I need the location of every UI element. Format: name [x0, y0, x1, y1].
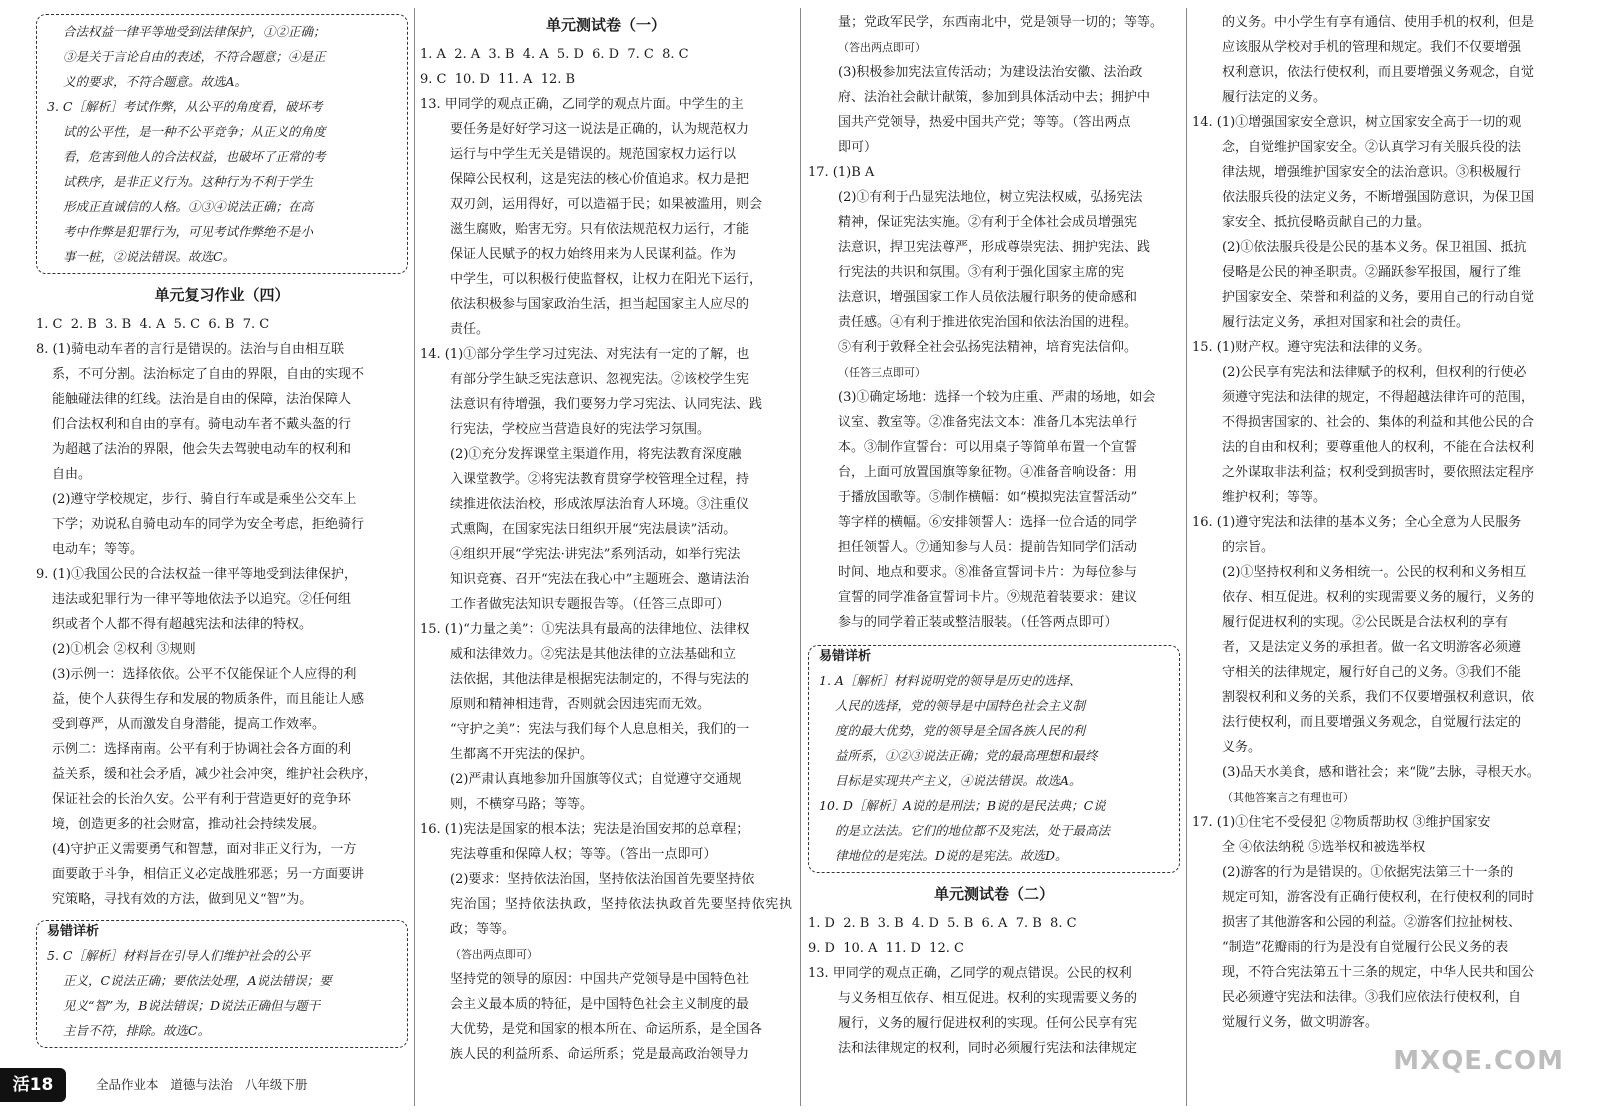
answer-line: 时间、地点和要求。⑧准备宣誓词卡片：为每位参与: [838, 565, 1138, 580]
choice-answers: 1. D 2. B 3. B 4. D 5. B 6. A 7. B 8. C: [808, 916, 1077, 931]
analysis-line: 合法权益一律平等地受到法律保护，①②正确；: [63, 24, 326, 39]
answer-line: (2)①坚持权利和义务相统一。公民的权利和义务相互: [1222, 565, 1527, 580]
answer-line: 保障公民权利，这是宪法的核心价值追求。权力是把: [450, 172, 750, 187]
answer-line: 与义务相互依存、相互促进。权利的实现需要义务的: [838, 991, 1138, 1006]
answer-line: 织或者个人都不得有超越宪法和法律的特权。: [52, 617, 313, 632]
answer-line: 们合法权利和自由的享有。骑电动车者不戴头盔的行: [52, 417, 352, 432]
answer-note: （任答三点即可）: [838, 366, 926, 379]
answer-line: 8. (1)骑电动车者的言行是错误的。法治与自由相互联: [36, 342, 344, 357]
analysis-line: 1. A［解析］材料说明党的领导是历史的选择、: [819, 673, 1082, 688]
analysis-line: 见义“智”为，B说法错误；D说法正确但与题干: [63, 998, 320, 1013]
answer-line: 护国家安全、荣誉和利益的义务，要用自己的行动自觉: [1222, 290, 1535, 305]
answer-line: ④组织开展“学宪法·讲宪法”系列活动，如举行宪法: [450, 547, 741, 562]
answer-line: 依法服兵役的法定义务，不断增强国防意识，为保卫国: [1222, 190, 1535, 205]
answer-line: 侵略是公民的神圣职责。②踊跃参军报国，履行了维: [1222, 265, 1522, 280]
answer-line: 之外谋取非法利益；权利受到损害时，要依照法定程序: [1222, 465, 1535, 480]
answer-line: 原则和精神相违背，否则就会因违宪而无效。: [450, 697, 711, 712]
answer-line: 履行，义务的履行促进权利的实现。任何公民享有宪: [838, 1016, 1138, 1031]
answer-line: 者，又是法定义务的承担者。做一名文明游客必须遵: [1222, 640, 1522, 655]
answer-line: 依法积极参与国家政治生活，担当起国家主人应尽的: [450, 297, 750, 312]
answer-line: 法和法律规定的权利，同时必须履行宪法和法律规定: [838, 1041, 1138, 1056]
answer-line: 家安全、抵抗侵略贡献自己的力量。: [1222, 215, 1431, 230]
answer-line: 的义务。中小学生有享有通信、使用手机的权利，但是: [1222, 15, 1535, 30]
choice-answers: 1. C 2. B 3. B 4. A 5. C 6. B 7. C: [36, 317, 270, 332]
analysis-line: 目标是实现共产主义，④说法错误。故选A。: [835, 773, 1082, 788]
answer-line: 责任感。④有利于推进依宪治国和依法治国的进程。: [838, 315, 1138, 330]
answer-line: 民必须遵守宪法和法律。③我们应依法行使权利，自: [1222, 990, 1522, 1005]
column-divider: [1186, 8, 1187, 1106]
answer-line: 量；党政军民学，东西南北中，党是领导一切的；等等。: [838, 15, 1164, 30]
answer-line: 等字样的横幅。⑥安排领誓人：选择一位合适的同学: [838, 515, 1138, 530]
analysis-line: 考中作弊是犯罪行为，可见考试作弊绝不是小: [63, 224, 314, 239]
answer-line: 守相关的法律规定，履行好自己的义务。③我们不能: [1222, 665, 1522, 680]
answer-line: 法的自由和权利；要尊重他人的权利，不能在合法权利: [1222, 440, 1535, 455]
answer-line: 知识竞赛、召开“宪法在我心中”主题班会、邀请法治: [450, 572, 750, 587]
answer-line: (2)①有利于凸显宪法地位，树立宪法权威，弘扬宪法: [838, 190, 1143, 205]
answer-note: （答出两点即可）: [450, 948, 538, 961]
analysis-box-title: 易错详析: [47, 924, 100, 939]
answer-line: 受到尊严，从而激发自身潜能，提高工作效率。: [52, 717, 326, 732]
answer-line: 9. (1)①我国公民的合法权益一律平等地受到法律保护，: [36, 567, 357, 582]
analysis-box: [808, 645, 1180, 873]
answer-line: 法意识，增强国家工作人员依法履行职务的使命感和: [838, 290, 1138, 305]
answer-note: （其他答案言之有理也可）: [1222, 791, 1354, 804]
answer-line: (3)①确定场地：选择一个较为庄重、严肃的场地，如会: [838, 390, 1156, 405]
choice-answers: 9. D 10. A 11. D 12. C: [808, 941, 964, 956]
answer-line: (3)积极参加宪法宣传活动；为建设法治安徽、法治政: [838, 65, 1143, 80]
answer-line: 履行法定义务，承担对国家和社会的责任。: [1222, 315, 1470, 330]
answer-line: 权利意识，依法行使权利，而且要增强义务观念，自觉: [1222, 65, 1535, 80]
answer-line: 担任领誓人。⑦通知参与人员：提前告知同学们活动: [838, 540, 1138, 555]
answer-line: 现，不符合宪法第五十三条的规定，中华人民共和国公: [1222, 965, 1535, 980]
answer-line: 式熏陶，在国家宪法日组织开展“宪法晨读”活动。: [450, 522, 737, 537]
analysis-line: 试的公平性，是一种不公平竞争；从正义的角度: [63, 124, 326, 139]
answer-line: 履行促进权利的实现。②公民既是合法权利的享有: [1222, 615, 1509, 630]
answer-line: 全 ④依法纳税 ⑤选举权和被选举权: [1222, 840, 1426, 855]
answer-line: 台，上面可放置国旗等象征物。④准备音响设备：用: [838, 465, 1138, 480]
answer-line: 示例二：选择南南。公平有利于协调社会各方面的利: [52, 742, 352, 757]
answer-line: (2)游客的行为是错误的。①依据宪法第三十一条的: [1222, 865, 1514, 880]
analysis-line: 益所系，①②③说法正确；党的最高理想和最终: [835, 748, 1098, 763]
analysis-line: 事一桩，②说法错误。故选C。: [63, 249, 236, 264]
answer-line: 应该服从学校对手机的管理和规定。我们不仅要增强: [1222, 40, 1522, 55]
answer-line: 威和法律效力。②宪法是其他法律的立法基础和立: [450, 647, 737, 662]
answer-line: 损害了其他游客和公园的利益。②游客们拉扯树枝、: [1222, 915, 1522, 930]
answer-line: (2)要求：坚持依法治国，坚持依法治国首先要坚持依: [450, 872, 755, 887]
answer-line: 法意识，捍卫宪法尊严，形成尊崇宪法、拥护宪法、践: [838, 240, 1151, 255]
analysis-line: 的是立法法。它们的地位都不及宪法，处于最高法: [835, 823, 1111, 838]
answer-line: 17. (1)B A: [808, 165, 875, 180]
answer-line: 16. (1)宪法是国家的根本法；宪法是治国安邦的总章程；: [420, 822, 750, 837]
answer-line: (2)①机会 ②权利 ③规则: [52, 642, 196, 657]
answer-line: 15. (1)“力量之美”：①宪法具有最高的法律地位、法律权: [420, 622, 750, 637]
answer-line: 保证人民赋予的权力始终用来为人民谋利益。作为: [450, 247, 737, 262]
analysis-line: ③是关于言论自由的表述，不符合题意；④是正: [63, 49, 326, 64]
choice-answers: 1. A 2. A 3. B 4. A 5. D 6. D 7. C 8. C: [420, 47, 689, 62]
answer-line: 益关系，缓和社会矛盾，减少社会冲突，维护社会秩序，: [52, 767, 378, 782]
answer-line: 割裂权利和义务的关系，我们不仅要增强权利意识，依: [1222, 690, 1535, 705]
column-4: [1192, 10, 1564, 1100]
answer-line: 则，不横穿马路；等等。: [450, 797, 594, 812]
analysis-box: [36, 920, 408, 1048]
answer-line: 境，创造更多的社会财富，推动社会持续发展。: [52, 817, 326, 832]
analysis-box-title: 易错详析: [819, 649, 872, 664]
answer-line: 本。③制作宣誓台：可以用桌子等简单布置一个宣誓: [838, 440, 1138, 455]
answer-line: 要任务是好好学习这一说法是正确的，认为规范权力: [450, 122, 750, 137]
answer-line: 宪法尊重和保障人权；等等。（答出一点即可）: [450, 847, 717, 862]
answer-line: 违法或犯罪行为一律平等地依法予以追究。②任何组: [52, 592, 352, 607]
answer-line: 于播放国歌等。⑤制作横幅：如“模拟宪法宣誓活动”: [838, 490, 1138, 505]
answer-line: 须遵守宪法和法律的规定，不得超越法律许可的范围，: [1222, 390, 1535, 405]
analysis-line: 义的要求，不符合题意。故选A。: [63, 74, 248, 89]
answer-line: 电动车；等等。: [52, 542, 144, 557]
answer-line: 双刃剑，运用得好，可以造福于民；如果被滥用，则会: [450, 197, 763, 212]
answer-line: 下学；劝说私自骑电动车的同学为安全考虑，拒绝骑行: [52, 517, 365, 532]
answer-line: 依存、相互促进。权利的实现需要义务的履行，义务的: [1222, 590, 1535, 605]
answer-line: 究策略，寻找有效的方法，做到见义“智”为。: [52, 892, 313, 907]
answer-line: 益，使个人获得生存和发展的物质条件，而且能让人感: [52, 692, 365, 707]
answer-line: 大优势，是党和国家的根本所在、命运所系，是全国各: [450, 1022, 763, 1037]
answer-line: 行宪法的共识和氛围。③有利于强化国家主席的宪: [838, 265, 1125, 280]
answer-line: 13. 甲同学的观点正确，乙同学的观点错误。公民的权利: [808, 966, 1132, 981]
answer-line: 为超越了法治的界限，他会失去驾驶电动车的权利和: [52, 442, 352, 457]
answer-line: 维护权利；等等。: [1222, 490, 1327, 505]
answer-line: (2)公民享有宪法和法律赋予的权利，但权利的行使必: [1222, 365, 1527, 380]
answer-line: “守护之美”：宪法与我们每个人息息相关，我们的一: [450, 722, 750, 737]
column-3: [808, 10, 1180, 1100]
answer-line: 入课堂教学。②将宪法教育贯穿学校管理全过程，持: [450, 472, 750, 487]
analysis-line: 试秩序，是非正义行为。这种行为不利于学生: [63, 174, 314, 189]
answer-line: 责任。: [450, 322, 490, 337]
answer-line: 宪治国；坚持依法执政，坚持依法执政首先要坚持依宪执政；等等。: [450, 897, 792, 937]
page-footer: [0, 1068, 420, 1102]
answer-line: 有部分学生缺乏宪法意识、忽视宪法。②该校学生宪: [450, 372, 750, 387]
answer-line: (2)①依法服兵役是公民的基本义务。保卫祖国、抵抗: [1222, 240, 1527, 255]
analysis-line: 形成正直诚信的人格。①③④说法正确；在高: [63, 199, 314, 214]
column-divider: [414, 8, 415, 1106]
answer-line: 运行与中学生无关是错误的。规范国家权力运行以: [450, 147, 737, 162]
answer-line: (2)①充分发挥课堂主渠道作用，将宪法教育深度融: [450, 447, 742, 462]
answer-line: (3)品天水美食，感和谐社会；来“陇”去脉，寻根天水。: [1222, 765, 1540, 780]
answer-line: 念，自觉维护国家安全。②认真学习有关服兵役的法: [1222, 140, 1522, 155]
answer-line: 法依据，其他法律是根据宪法制定的，不得与宪法的: [450, 672, 750, 687]
analysis-line: 看，危害到他人的合法权益，也破坏了正常的考: [63, 149, 326, 164]
answer-line: 工作者做宪法知识专题报告等。（任答三点即可）: [450, 597, 730, 612]
column-divider: [800, 8, 801, 1106]
answer-line: 13. 甲同学的观点正确，乙同学的观点片面。中学生的主: [420, 97, 744, 112]
book-title: 全品作业本 道德与法治 八年级下册: [96, 1077, 308, 1092]
answer-line: 能触碰法律的红线。法治是自由的保障，法治保障人: [52, 392, 352, 407]
analysis-line: 正义，C说法正确；要依法处理，A说法错误；要: [63, 973, 332, 988]
analysis-box-top: [36, 14, 408, 274]
answer-line: 生都离不开宪法的保护。: [450, 747, 594, 762]
answer-line: 族人民的利益所系、命运所系；党是最高政治领导力: [450, 1047, 750, 1062]
answer-line: 保证社会的长治久安。公平有利于营造更好的竞争环: [52, 792, 352, 807]
answer-line: 精神，保证宪法实施。②有利于全体社会成员增强宪: [838, 215, 1138, 230]
answer-line: 会主义最本质的特征，是中国特色社会主义制度的最: [450, 997, 750, 1012]
answer-line: 14. (1)①增强国家安全意识，树立国家安全高于一切的观: [1192, 115, 1522, 130]
answer-line: 17. (1)①住宅不受侵犯 ②物质帮助权 ③维护国家安: [1192, 815, 1491, 830]
answer-line: 系，不可分割。法治标定了自由的界限，自由的实现不: [52, 367, 365, 382]
answer-line: 行宪法，学校应当营造良好的宪法学习氛围。: [450, 422, 711, 437]
answer-line: 坚持党的领导的原因：中国共产党领导是中国特色社: [450, 972, 750, 987]
answer-line: “制造”花瓣雨的行为是没有自觉履行公民义务的表: [1222, 940, 1509, 955]
answer-line: 续推进依法治校，形成浓厚法治育人环境。③注重仪: [450, 497, 750, 512]
answer-line: 16. (1)遵守宪法和法律的基本义务；全心全意为人民服务: [1192, 515, 1522, 530]
watermark-logo: MXQE.COM: [1393, 1046, 1564, 1076]
answer-line: 宣誓的同学准备宣誓词卡片。⑨规范着装要求：建议: [838, 590, 1138, 605]
answer-line: (3)示例一：选择依依。公平不仅能保证个人应得的利: [52, 667, 357, 682]
answer-line: 律法规，增强维护国家安全的法治意识。③积极履行: [1222, 165, 1522, 180]
choice-answers: 9. C 10. D 11. A 12. B: [420, 72, 576, 87]
answer-line: 法意识有待增强，我们要努力学习宪法、认同宪法、践: [450, 397, 763, 412]
section-title: 单元测试卷（一）: [545, 16, 666, 34]
answer-line: 自由。: [52, 467, 92, 482]
answer-line: 法行使权利，而且要增强义务观念，自觉履行法定的: [1222, 715, 1522, 730]
answer-line: 即可）: [838, 140, 878, 155]
analysis-line: 律地位的是宪法。D说的是宪法。故选D。: [835, 848, 1068, 863]
section-title: 单元复习作业（四）: [154, 286, 290, 304]
answer-line: 履行法定的义务。: [1222, 90, 1327, 105]
column-2: [420, 10, 792, 1100]
column-1: [36, 10, 408, 1060]
answer-line: 面要敢于斗争，相信正义必定战胜邪恶；另一方面要讲: [52, 867, 365, 882]
answer-line: ⑤有利于敦释全社会弘扬宪法精神，培育宪法信仰。: [838, 340, 1138, 355]
answer-line: 参与的同学着正装或整洁服装。（任答两点即可）: [838, 615, 1118, 630]
answer-line: (2)遵守学校规定，步行、骑自行车或是乘坐公交车上: [52, 492, 357, 507]
answer-line: 中学生，可以积极行使监督权，让权力在阳光下运行，: [450, 272, 763, 287]
section-title: 单元测试卷（二）: [933, 885, 1054, 903]
answer-line: 14. (1)①部分学生学习过宪法、对宪法有一定的了解，也: [420, 347, 750, 362]
analysis-line: 3. C［解析］考试作弊，从公平的角度看，破坏考: [47, 99, 323, 114]
analysis-line: 10. D［解析］A说的是刑法；B说的是民法典；C说: [819, 798, 1106, 813]
analysis-line: 主旨不符，排除。故选C。: [63, 1023, 211, 1038]
answer-line: 国共产党领导，热爱中国共产党；等等。（答出两点: [838, 115, 1131, 130]
answer-line: 议室、教室等。②准备宪法文本：准备几本宪法单行: [838, 415, 1138, 430]
answer-line: 规定可知，游客没有正确行使权利，在行使权利的同时: [1222, 890, 1535, 905]
answer-line: (4)守护正义需要勇气和智慧，面对非正义行为，一方: [52, 842, 357, 857]
answer-line: 15. (1)财产权。遵守宪法和法律的义务。: [1192, 340, 1431, 355]
answer-line: 的宗旨。: [1222, 540, 1275, 555]
answer-note: （答出两点即可）: [838, 41, 926, 54]
answer-line: 觉履行义务，做文明游客。: [1222, 1015, 1379, 1030]
answer-line: (2)严肃认真地参加升国旗等仪式；自觉遵守交通规: [450, 772, 742, 787]
answer-line: 滋生腐败，贻害无穷。只有依法规范权力运行，才能: [450, 222, 750, 237]
page-number: 活18: [0, 1068, 66, 1102]
answer-line: 不得损害国家的、社会的、集体的利益和其他公民的合: [1222, 415, 1535, 430]
analysis-line: 度的最大优势，党的领导是全国各族人民的利: [835, 723, 1086, 738]
answer-line: 义务。: [1222, 740, 1262, 755]
analysis-line: 5. C［解析］材料旨在引导人们维护社会的公平: [47, 948, 310, 963]
answer-line: 府、法治社会献计献策，参加到具体活动中去；拥护中: [838, 90, 1151, 105]
analysis-line: 人民的选择，党的领导是中国特色社会主义制: [835, 698, 1086, 713]
